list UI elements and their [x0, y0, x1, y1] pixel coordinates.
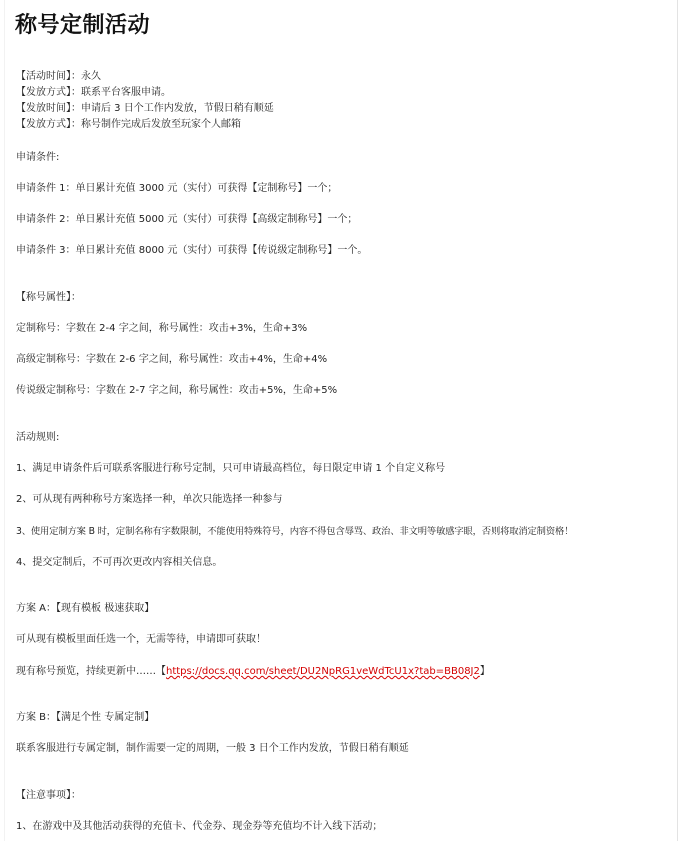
attribute-custom: 定制称号：字数在 2-4 字之间，称号属性：攻击+3%，生命+3%	[16, 323, 308, 334]
plan-a-description: 可从现有模板里面任选一个，无需等待，申请即可获取！	[16, 634, 266, 645]
condition-2: 申请条件 2：单日累计充值 5000 元（实付）可获得【高级定制称号】一个；	[16, 214, 358, 225]
rule-3: 3、使用定制方案 B 时，定制名称有字数限制，不能使用特殊符号，内容不得包含辱骂、政治、非文明等敏感字眼，否则将取消定制资格！	[16, 526, 574, 537]
info-distribution-method-mail: 【发放方式】：称号制作完成后发放至玩家个人邮箱	[16, 119, 241, 130]
info-distribution-method: 【发放方式】：联系平台客服申请。	[16, 87, 171, 98]
plan-a-preview-suffix: 】	[479, 666, 490, 677]
plan-a-preview	[16, 665, 490, 678]
info-distribution-time: 【发放时间】：申请后 3 日个工作内发放，节假日稍有顺延	[16, 103, 274, 114]
info-activity-time: 【活动时间】：永久	[16, 71, 101, 82]
note-1: 1、在游戏中及其他活动获得的充值卡、代金券、现金券等充值均不计入线下活动；	[16, 821, 383, 832]
plan-b-heading: 方案 B：【满足个性 专属定制】	[16, 712, 155, 723]
conditions-heading: 申请条件:	[16, 152, 60, 163]
attribute-advanced: 高级定制称号：字数在 2-6 字之间，称号属性：攻击+4%，生命+4%	[16, 354, 328, 365]
rule-4: 4、提交定制后，不可再次更改内容相关信息。	[16, 557, 223, 568]
rule-1: 1、满足申请条件后可联系客服进行称号定制，只可申请最高档位，每日限定申请 1 个自定义称号	[16, 463, 446, 474]
page-title: 称号定制活动	[15, 13, 151, 38]
condition-3: 申请条件 3：单日累计充值 8000 元（实付）可获得【传说级定制称号】一个。	[16, 245, 368, 256]
rule-2: 2、可从现有两种称号方案选择一种，单次只能选择一种参与	[16, 494, 283, 505]
notes-heading: 【注意事项】：	[16, 790, 81, 801]
plan-b-description: 联系客服进行专属定制，制作需要一定的周期，一般 3 日个工作内发放，节假日稍有顺延	[16, 743, 409, 754]
plan-a-preview-prefix: 现有称号预览，持续更新中……【	[16, 666, 166, 677]
plan-a-heading: 方案 A：【现有模板 极速获取】	[16, 603, 155, 614]
rules-heading: 活动规则:	[16, 432, 60, 443]
attribute-legendary: 传说级定制称号：字数在 2-7 字之间，称号属性：攻击+5%，生命+5%	[16, 385, 338, 396]
plan-a-preview-link[interactable]: https://docs.qq.com/sheet/DU2NpRG1veWdTcU1x?tab=BB08J2	[166, 666, 480, 677]
condition-1: 申请条件 1：单日累计充值 3000 元（实付）可获得【定制称号】一个；	[16, 183, 338, 194]
attributes-heading: 【称号属性】：	[16, 292, 81, 303]
